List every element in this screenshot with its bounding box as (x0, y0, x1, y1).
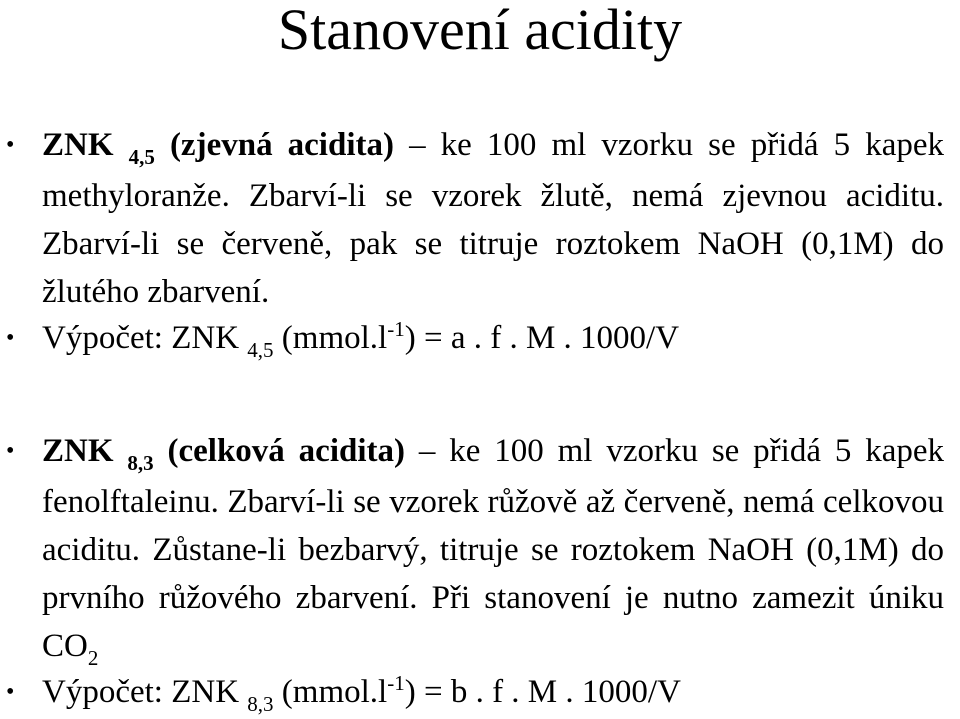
bullet-icon: • (6, 679, 15, 705)
znk-subscript: 4,5 (128, 145, 155, 169)
bullet-text: – ke 100 ml vzorku se přidá 5 kapek fenolftaleinu. Zbarví-li se vzorek růžově až červeně, nemá celkovou aciditu. Zůstane-li bezbarvý, titruje se roztokem NaOH (0,1M) do prvního růžového zbarvení. Při stanovení je nutno zamezit úniku CO (42, 433, 945, 664)
formula-suffix: ) = a . f . M . 1000/V (404, 320, 680, 356)
acidity-type-label: (celková acidita) (153, 433, 405, 469)
bullet-formula-8-3 (6, 668, 944, 719)
acidity-type-label: (zjevná acidita) (154, 127, 394, 163)
formula-suffix: ) = b . f . M . 1000/V (404, 674, 681, 710)
formula-superscript: -1 (387, 317, 405, 341)
formula-unit: (mmol.l (273, 320, 388, 356)
formula-unit: (mmol.l (273, 674, 388, 710)
bullet-text: – ke 100 ml vzorku se přidá 5 kapek methyloranže. Zbarví-li se vzorek žlutě, nemá zjevnou aciditu. Zbarví-li se červeně, pak se titruje roztokem NaOH (0,1M) do žlutého zbarvení. (42, 127, 944, 310)
formula-subscript: 8,3 (247, 692, 274, 716)
slide-title: Stanovení acidity (277, 0, 683, 62)
znk-label: ZNK (42, 433, 128, 469)
bullet-znk-8-3 (6, 427, 945, 673)
bullet-znk-4-5 (6, 121, 944, 316)
bullet-icon: • (6, 132, 15, 158)
bullet-formula-4-5 (6, 314, 944, 365)
znk-label: ZNK (42, 127, 129, 163)
bullet-icon: • (6, 325, 15, 351)
formula-subscript: 4,5 (247, 338, 274, 362)
formula-prefix: Výpočet: ZNK (42, 674, 248, 710)
bullet-icon: • (6, 438, 15, 464)
formula-superscript: -1 (387, 671, 405, 695)
formula-prefix: Výpočet: ZNK (42, 320, 248, 356)
znk-subscript: 8,3 (127, 451, 154, 475)
co2-subscript: 2 (87, 646, 99, 670)
